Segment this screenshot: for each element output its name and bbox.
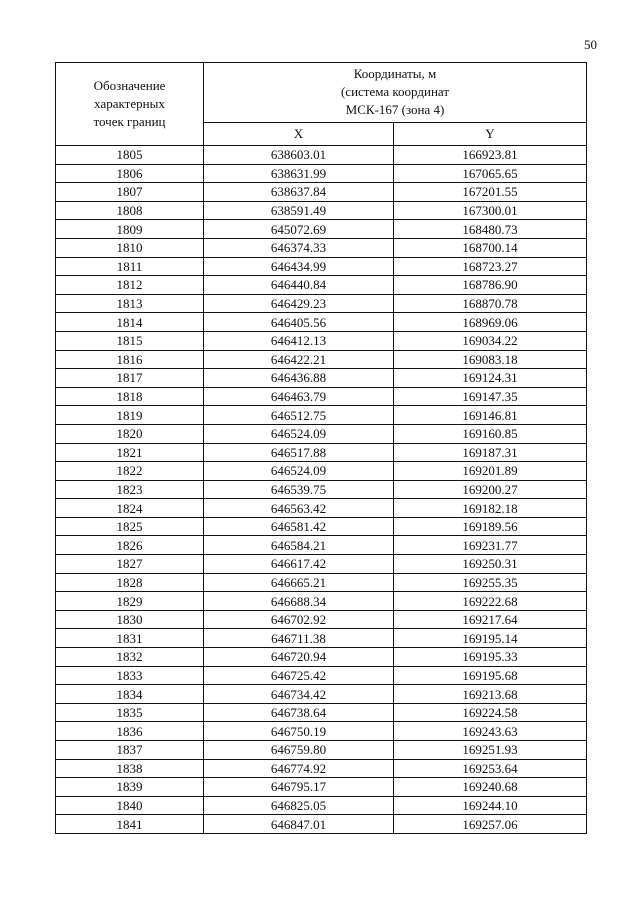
point-cell: 1826 bbox=[56, 536, 204, 555]
y-coordinate-cell: 169250.31 bbox=[394, 555, 587, 574]
table-row bbox=[56, 387, 587, 406]
y-coordinate-cell: 168723.27 bbox=[394, 257, 587, 276]
table-row bbox=[56, 722, 587, 741]
y-coordinate-cell: 166923.81 bbox=[394, 146, 587, 165]
y-coordinate-cell: 169217.64 bbox=[394, 610, 587, 629]
y-coordinate-cell: 169213.68 bbox=[394, 685, 587, 704]
x-coordinate-cell: 646434.99 bbox=[204, 257, 394, 276]
y-coordinate-cell: 169240.68 bbox=[394, 778, 587, 797]
table-row bbox=[56, 257, 587, 276]
point-cell: 1837 bbox=[56, 741, 204, 760]
point-cell: 1823 bbox=[56, 480, 204, 499]
y-coordinate-cell: 168969.06 bbox=[394, 313, 587, 332]
point-cell: 1818 bbox=[56, 387, 204, 406]
point-cell: 1839 bbox=[56, 778, 204, 797]
table-row bbox=[56, 164, 587, 183]
y-coordinate-cell: 169034.22 bbox=[394, 331, 587, 350]
point-cell: 1833 bbox=[56, 666, 204, 685]
y-coordinate-cell: 169195.14 bbox=[394, 629, 587, 648]
header-designation: Обозначение характерных точек границ bbox=[56, 63, 204, 146]
point-cell: 1838 bbox=[56, 759, 204, 778]
point-cell: 1822 bbox=[56, 462, 204, 481]
table-row bbox=[56, 350, 587, 369]
y-coordinate-cell: 169124.31 bbox=[394, 369, 587, 388]
x-coordinate-cell: 646374.33 bbox=[204, 238, 394, 257]
x-coordinate-cell: 646617.42 bbox=[204, 555, 394, 574]
table-row bbox=[56, 424, 587, 443]
point-cell: 1831 bbox=[56, 629, 204, 648]
point-cell: 1817 bbox=[56, 369, 204, 388]
y-coordinate-cell: 169253.64 bbox=[394, 759, 587, 778]
x-coordinate-cell: 646759.80 bbox=[204, 741, 394, 760]
y-coordinate-cell: 169257.06 bbox=[394, 815, 587, 834]
y-coordinate-cell: 169201.89 bbox=[394, 462, 587, 481]
table-row bbox=[56, 759, 587, 778]
table-row bbox=[56, 648, 587, 667]
table-row bbox=[56, 313, 587, 332]
x-coordinate-cell: 646436.88 bbox=[204, 369, 394, 388]
point-cell: 1810 bbox=[56, 238, 204, 257]
table-row bbox=[56, 369, 587, 388]
point-cell: 1825 bbox=[56, 517, 204, 536]
y-coordinate-cell: 169224.58 bbox=[394, 703, 587, 722]
point-cell: 1841 bbox=[56, 815, 204, 834]
table-header bbox=[56, 63, 587, 146]
x-coordinate-cell: 645072.69 bbox=[204, 220, 394, 239]
x-coordinate-cell: 646412.13 bbox=[204, 331, 394, 350]
y-coordinate-cell: 169187.31 bbox=[394, 443, 587, 462]
x-coordinate-cell: 646524.09 bbox=[204, 424, 394, 443]
x-coordinate-cell: 646517.88 bbox=[204, 443, 394, 462]
x-coordinate-cell: 646825.05 bbox=[204, 796, 394, 815]
x-coordinate-cell: 646463.79 bbox=[204, 387, 394, 406]
x-coordinate-cell: 646702.92 bbox=[204, 610, 394, 629]
point-cell: 1814 bbox=[56, 313, 204, 332]
x-coordinate-cell: 646584.21 bbox=[204, 536, 394, 555]
point-cell: 1830 bbox=[56, 610, 204, 629]
point-cell: 1812 bbox=[56, 276, 204, 295]
point-cell: 1828 bbox=[56, 573, 204, 592]
table-row bbox=[56, 703, 587, 722]
point-cell: 1815 bbox=[56, 331, 204, 350]
y-coordinate-cell: 168480.73 bbox=[394, 220, 587, 239]
table-row bbox=[56, 294, 587, 313]
table-row bbox=[56, 555, 587, 574]
table-row bbox=[56, 815, 587, 834]
x-coordinate-cell: 646429.23 bbox=[204, 294, 394, 313]
y-coordinate-cell: 169195.33 bbox=[394, 648, 587, 667]
table-row bbox=[56, 406, 587, 425]
y-coordinate-cell: 169160.85 bbox=[394, 424, 587, 443]
x-coordinate-cell: 646539.75 bbox=[204, 480, 394, 499]
x-coordinate-cell: 646734.42 bbox=[204, 685, 394, 704]
y-coordinate-cell: 169251.93 bbox=[394, 741, 587, 760]
x-coordinate-cell: 646422.21 bbox=[204, 350, 394, 369]
table-row bbox=[56, 238, 587, 257]
point-cell: 1816 bbox=[56, 350, 204, 369]
table-row bbox=[56, 796, 587, 815]
header-x: X bbox=[204, 122, 394, 145]
header-coordinates: Координаты, м (система координат МСК-167 (зона 4) bbox=[204, 63, 587, 123]
point-cell: 1820 bbox=[56, 424, 204, 443]
x-coordinate-cell: 646524.09 bbox=[204, 462, 394, 481]
table-row bbox=[56, 741, 587, 760]
x-coordinate-cell: 646581.42 bbox=[204, 517, 394, 536]
x-coordinate-cell: 646847.01 bbox=[204, 815, 394, 834]
table-row bbox=[56, 220, 587, 239]
point-cell: 1807 bbox=[56, 183, 204, 202]
point-cell: 1827 bbox=[56, 555, 204, 574]
table-row bbox=[56, 610, 587, 629]
x-coordinate-cell: 646440.84 bbox=[204, 276, 394, 295]
header-y: Y bbox=[394, 122, 587, 145]
y-coordinate-cell: 169200.27 bbox=[394, 480, 587, 499]
point-cell: 1809 bbox=[56, 220, 204, 239]
point-cell: 1813 bbox=[56, 294, 204, 313]
y-coordinate-cell: 169147.35 bbox=[394, 387, 587, 406]
table-row bbox=[56, 480, 587, 499]
x-coordinate-cell: 646720.94 bbox=[204, 648, 394, 667]
table-row bbox=[56, 201, 587, 220]
table-row bbox=[56, 778, 587, 797]
x-coordinate-cell: 646512.75 bbox=[204, 406, 394, 425]
point-cell: 1808 bbox=[56, 201, 204, 220]
point-cell: 1832 bbox=[56, 648, 204, 667]
table-row bbox=[56, 573, 587, 592]
x-coordinate-cell: 646774.92 bbox=[204, 759, 394, 778]
y-coordinate-cell: 167300.01 bbox=[394, 201, 587, 220]
point-cell: 1836 bbox=[56, 722, 204, 741]
x-coordinate-cell: 638591.49 bbox=[204, 201, 394, 220]
y-coordinate-cell: 169182.18 bbox=[394, 499, 587, 518]
x-coordinate-cell: 646665.21 bbox=[204, 573, 394, 592]
point-cell: 1806 bbox=[56, 164, 204, 183]
table-row bbox=[56, 331, 587, 350]
table-row bbox=[56, 517, 587, 536]
x-coordinate-cell: 646711.38 bbox=[204, 629, 394, 648]
point-cell: 1835 bbox=[56, 703, 204, 722]
point-cell: 1840 bbox=[56, 796, 204, 815]
y-coordinate-cell: 169146.81 bbox=[394, 406, 587, 425]
table-row bbox=[56, 183, 587, 202]
table-row bbox=[56, 443, 587, 462]
table-body bbox=[56, 146, 587, 834]
y-coordinate-cell: 168786.90 bbox=[394, 276, 587, 295]
x-coordinate-cell: 638603.01 bbox=[204, 146, 394, 165]
y-coordinate-cell: 168870.78 bbox=[394, 294, 587, 313]
point-cell: 1824 bbox=[56, 499, 204, 518]
table-row bbox=[56, 499, 587, 518]
x-coordinate-cell: 646738.64 bbox=[204, 703, 394, 722]
y-coordinate-cell: 167201.55 bbox=[394, 183, 587, 202]
point-cell: 1829 bbox=[56, 592, 204, 611]
x-coordinate-cell: 638637.84 bbox=[204, 183, 394, 202]
y-coordinate-cell: 169255.35 bbox=[394, 573, 587, 592]
x-coordinate-cell: 646725.42 bbox=[204, 666, 394, 685]
x-coordinate-cell: 646563.42 bbox=[204, 499, 394, 518]
y-coordinate-cell: 169243.63 bbox=[394, 722, 587, 741]
y-coordinate-cell: 169189.56 bbox=[394, 517, 587, 536]
page-number: 50 bbox=[584, 37, 597, 52]
x-coordinate-cell: 638631.99 bbox=[204, 164, 394, 183]
table-row bbox=[56, 685, 587, 704]
table-row bbox=[56, 536, 587, 555]
y-coordinate-cell: 167065.65 bbox=[394, 164, 587, 183]
y-coordinate-cell: 169083.18 bbox=[394, 350, 587, 369]
y-coordinate-cell: 168700.14 bbox=[394, 238, 587, 257]
point-cell: 1834 bbox=[56, 685, 204, 704]
table-row bbox=[56, 276, 587, 295]
point-cell: 1821 bbox=[56, 443, 204, 462]
y-coordinate-cell: 169244.10 bbox=[394, 796, 587, 815]
table-row bbox=[56, 146, 587, 165]
point-cell: 1805 bbox=[56, 146, 204, 165]
table-row bbox=[56, 629, 587, 648]
point-cell: 1811 bbox=[56, 257, 204, 276]
table-row bbox=[56, 462, 587, 481]
point-cell: 1819 bbox=[56, 406, 204, 425]
x-coordinate-cell: 646405.56 bbox=[204, 313, 394, 332]
coordinates-table bbox=[55, 62, 587, 834]
x-coordinate-cell: 646750.19 bbox=[204, 722, 394, 741]
y-coordinate-cell: 169195.68 bbox=[394, 666, 587, 685]
x-coordinate-cell: 646688.34 bbox=[204, 592, 394, 611]
table-row bbox=[56, 666, 587, 685]
x-coordinate-cell: 646795.17 bbox=[204, 778, 394, 797]
y-coordinate-cell: 169222.68 bbox=[394, 592, 587, 611]
y-coordinate-cell: 169231.77 bbox=[394, 536, 587, 555]
table-row bbox=[56, 592, 587, 611]
